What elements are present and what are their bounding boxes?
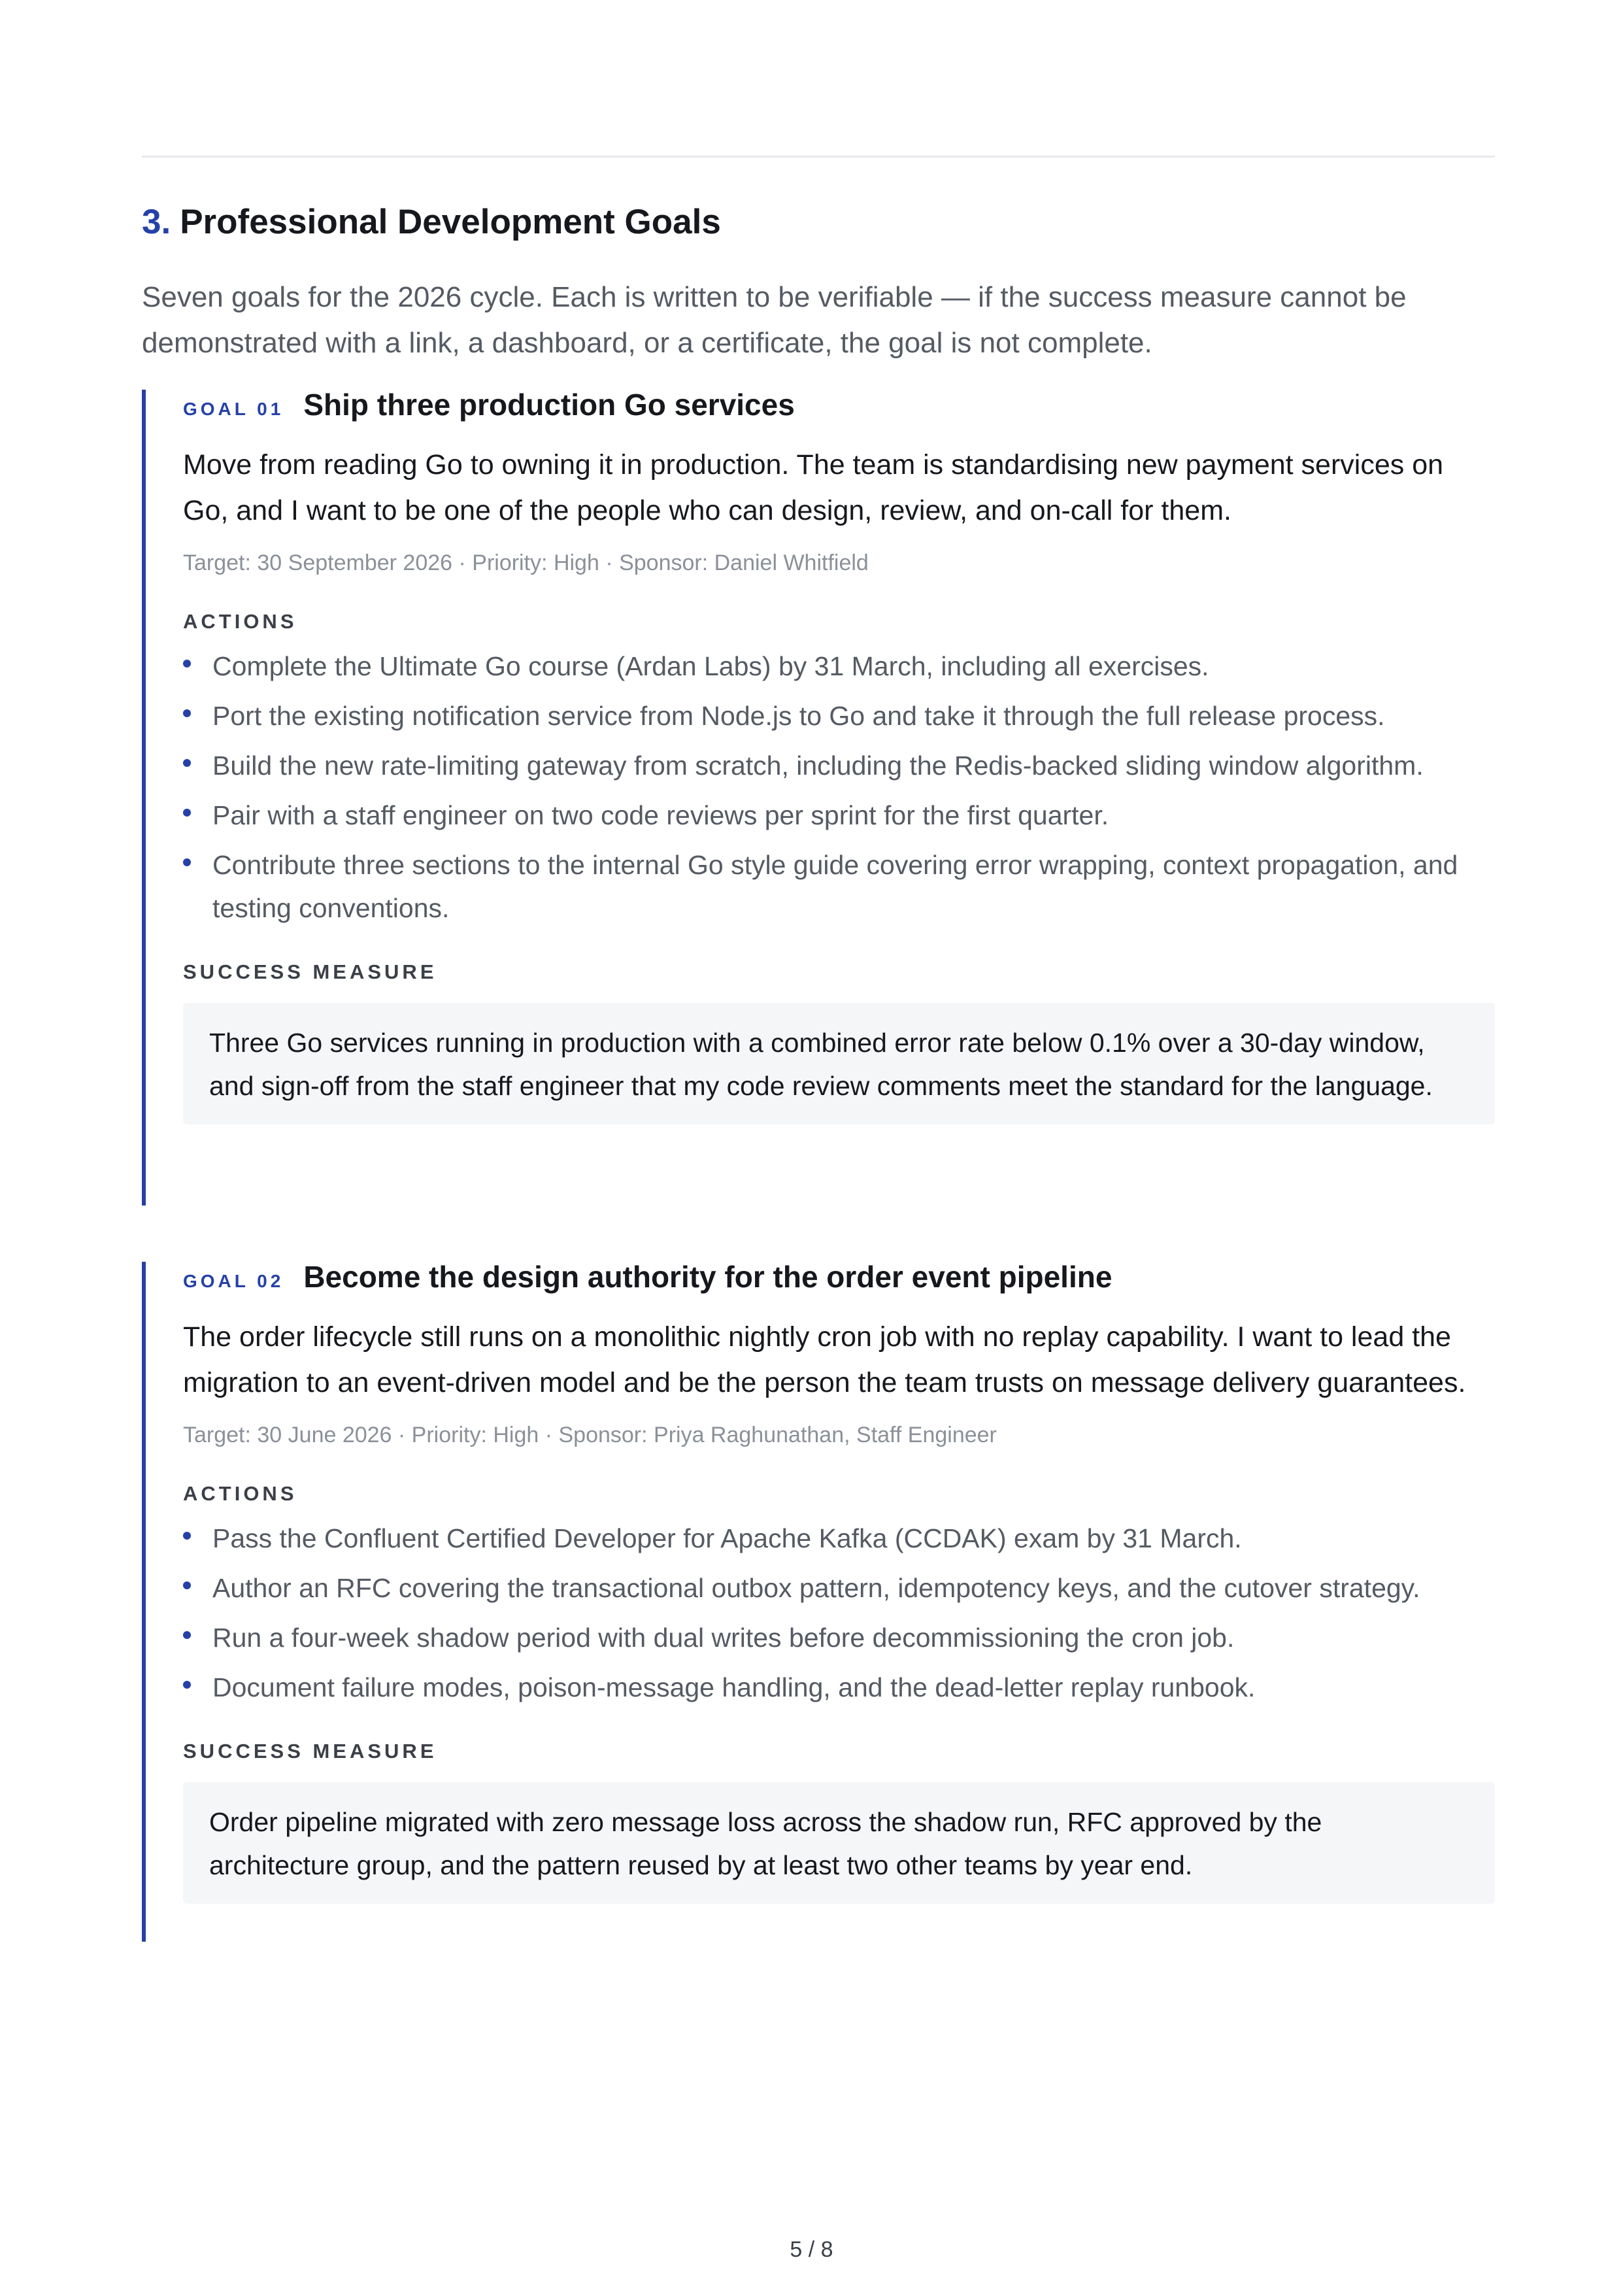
action-item: Complete the Ultimate Go course (Ardan Labs) by 31 March, including all exercises. xyxy=(183,645,1495,688)
bullet-icon xyxy=(183,1631,191,1639)
action-item: Pass the Confluent Certified Developer for Apache Kafka (CCDAK) exam by 31 March. xyxy=(183,1517,1495,1560)
success-measure-box: Order pipeline migrated with zero message loss across the shadow run, RFC approved by the architecture group, and the pattern reused by at least two other teams by year end. xyxy=(183,1782,1495,1904)
bullet-icon xyxy=(183,709,191,717)
section-heading xyxy=(142,199,721,245)
success-measure-box: Three Go services running in production with a combined error rate below 0.1% over a 30-day window, and sign-off from the staff engineer that my code review comments meet the standard for the language. xyxy=(183,1003,1495,1124)
goal-card-02 xyxy=(142,1262,1495,1942)
action-item: Pair with a staff engineer on two code reviews per sprint for the first quarter. xyxy=(183,794,1495,837)
actions-list xyxy=(183,645,1495,930)
goal-description: Move from reading Go to owning it in production. The team is standardising new payment services on Go, and I want to be one of the people who can design, review, and on-call for them. xyxy=(183,449,1444,526)
success-measure-label: SUCCESS MEASURE xyxy=(183,1740,437,1763)
goal-card-01 xyxy=(142,390,1495,1206)
action-item: Build the new rate-limiting gateway from scratch, including the Redis-backed sliding window algorithm. xyxy=(183,744,1495,787)
goal-header xyxy=(183,1259,1495,1311)
section-title: Professional Development Goals xyxy=(180,203,721,241)
actions-label: ACTIONS xyxy=(183,610,297,633)
goal-tag: GOAL 01 xyxy=(183,399,284,419)
bullet-icon xyxy=(183,1581,191,1589)
actions-list xyxy=(183,1517,1495,1709)
top-divider xyxy=(142,156,1495,158)
goal-header xyxy=(183,387,1495,439)
actions-label: ACTIONS xyxy=(183,1482,297,1505)
page-number: 5 / 8 xyxy=(790,2237,833,2262)
goal-meta: Target: 30 June 2026 · Priority: High · Sponsor: Priya Raghunathan, Staff Engineer xyxy=(183,1423,997,1447)
section-number: 3. xyxy=(142,203,171,241)
goal-meta: Target: 30 September 2026 · Priority: High · Sponsor: Daniel Whitfield xyxy=(183,550,869,575)
goal-tag: GOAL 02 xyxy=(183,1271,284,1291)
goal-title: Ship three production Go services xyxy=(303,388,795,422)
bullet-icon xyxy=(183,858,191,866)
bullet-icon xyxy=(183,1681,191,1689)
action-item: Document failure modes, poison-message handling, and the dead-letter replay runbook. xyxy=(183,1666,1495,1709)
action-item: Author an RFC covering the transactional outbox pattern, idempotency keys, and the cutover strategy. xyxy=(183,1566,1495,1610)
success-measure-label: SUCCESS MEASURE xyxy=(183,960,437,983)
bullet-icon xyxy=(183,759,191,767)
goal-title: Become the design authority for the order event pipeline xyxy=(303,1260,1113,1294)
goal-description: The order lifecycle still runs on a monolithic nightly cron job with no replay capability. I want to lead the migration to an event-driven model and be the person the team trusts on message delivery guarantees. xyxy=(183,1321,1466,1398)
bullet-icon xyxy=(183,660,191,667)
bullet-icon xyxy=(183,809,191,817)
bullet-icon xyxy=(183,1532,191,1540)
action-item: Contribute three sections to the internal Go style guide covering error wrapping, context propagation, and testing conventions. xyxy=(183,843,1495,930)
action-item: Run a four-week shadow period with dual writes before decommissioning the cron job. xyxy=(183,1616,1495,1659)
action-item: Port the existing notification service from Node.js to Go and take it through the full release process. xyxy=(183,694,1495,737)
section-intro: Seven goals for the 2026 cycle. Each is written to be verifiable — if the success measure cannot be demonstrated with a link, a dashboard, or a certificate, the goal is not complete. xyxy=(142,281,1407,359)
